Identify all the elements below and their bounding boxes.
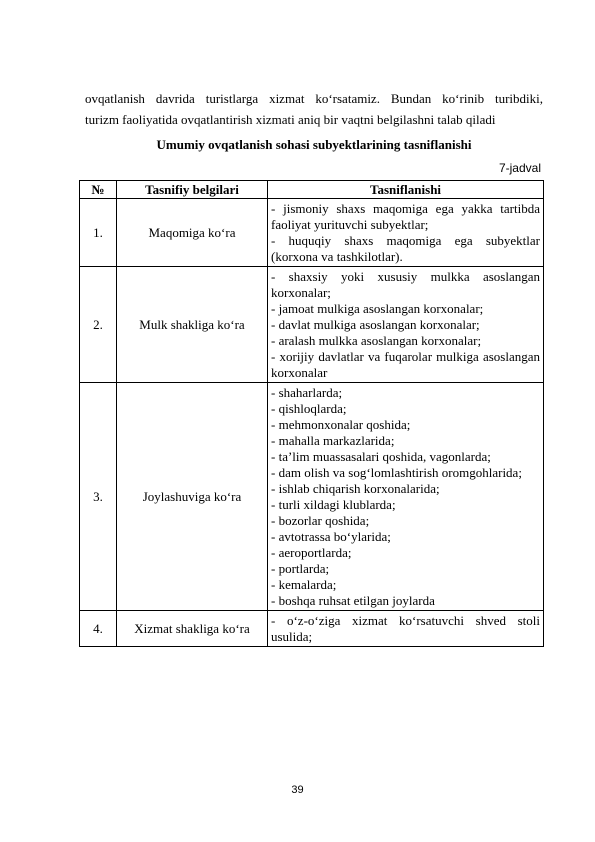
row-number: 2. [80,267,117,383]
row-classification [268,267,544,383]
classification-item: - turli xildagi klublarda; [271,497,396,512]
classification-item: - davlat mulkiga asoslangan korxonalar; [271,317,480,332]
row-feature: Mulk shakliga ko‘ra [117,267,268,383]
paragraph-line-1: ovqatlanish davrida turistlarga xizmat ko‘rsatamiz. Bundan ko‘rinib turibdiki, [85,91,543,106]
page-number: 39 [291,784,304,796]
header-classification: Tasniflanishi [268,181,544,199]
row-classification [268,199,544,267]
row-feature: Maqomiga ko‘ra [117,199,268,267]
classification-item: - huquqiy shaxs maqomiga ega subyektlar (korxona va tashkilotlar). [271,233,540,264]
classification-item: - avtotrassa bo‘ylarida; [271,529,391,544]
classification-item: - kemalarda; [271,577,337,592]
classification-item: - shaharlarda; [271,385,343,400]
classification-item: - dam olish va sog‘lomlashtirish oromgohlarida; [271,465,522,480]
classification-item: - qishloqlarda; [271,401,347,416]
classification-item: - boshqa ruhsat etilgan joylarda [271,593,435,608]
classification-item: - xorijiy davlatlar va fuqarolar mulkiga asoslangan korxonalar [271,349,540,380]
table-header-row [80,181,544,199]
classification-table [79,180,544,647]
paragraph-line-2: turizm faoliyatida ovqatlantirish xizmati aniq bir vaqtni belgilashni talab qiladi [85,112,496,127]
row-feature: Joylashuviga ko‘ra [117,383,268,611]
classification-item: - aeroportlarda; [271,545,352,560]
classification-item: - ta’lim muassasalari qoshida, vagonlarda; [271,449,491,464]
row-number: 1. [80,199,117,267]
row-classification [268,383,544,611]
classification-item: - jamoat mulkiga asoslangan korxonalar; [271,301,484,316]
row-number: 4. [80,611,117,647]
classification-item: - shaxsiy yoki xususiy mulkka asoslangan korxonalar; [271,269,540,300]
classification-item: - bozorlar qoshida; [271,513,370,528]
row-feature: Xizmat shakliga ko‘ra [117,611,268,647]
table-label: 7-jadval [498,161,541,175]
classification-item: - mehmonxonalar qoshida; [271,417,411,432]
classification-item: - aralash mulkka asoslangan korxonalar; [271,333,482,348]
table-body [80,199,544,647]
header-number: № [80,181,117,199]
classification-item: - portlarda; [271,561,330,576]
classification-item: - mahalla markazlarida; [271,433,395,448]
table-row [80,383,544,611]
table-row [80,199,544,267]
table-row [80,267,544,383]
table-row [80,611,544,647]
classification-item: - ishlab chiqarish korxonalarida; [271,481,440,496]
table-title: Umumiy ovqatlanish sohasi subyektlarining tasniflanishi [156,137,472,152]
intro-paragraph [85,88,543,130]
header-feature: Tasnifiy belgilari [117,181,268,199]
classification-item: - o‘z-o‘ziga xizmat ko‘rsatuvchi shved stoli usulida; [271,613,540,644]
row-number: 3. [80,383,117,611]
classification-item: - jismoniy shaxs maqomiga ega yakka tartibda faoliyat yurituvchi subyektlar; [271,201,540,232]
row-classification [268,611,544,647]
